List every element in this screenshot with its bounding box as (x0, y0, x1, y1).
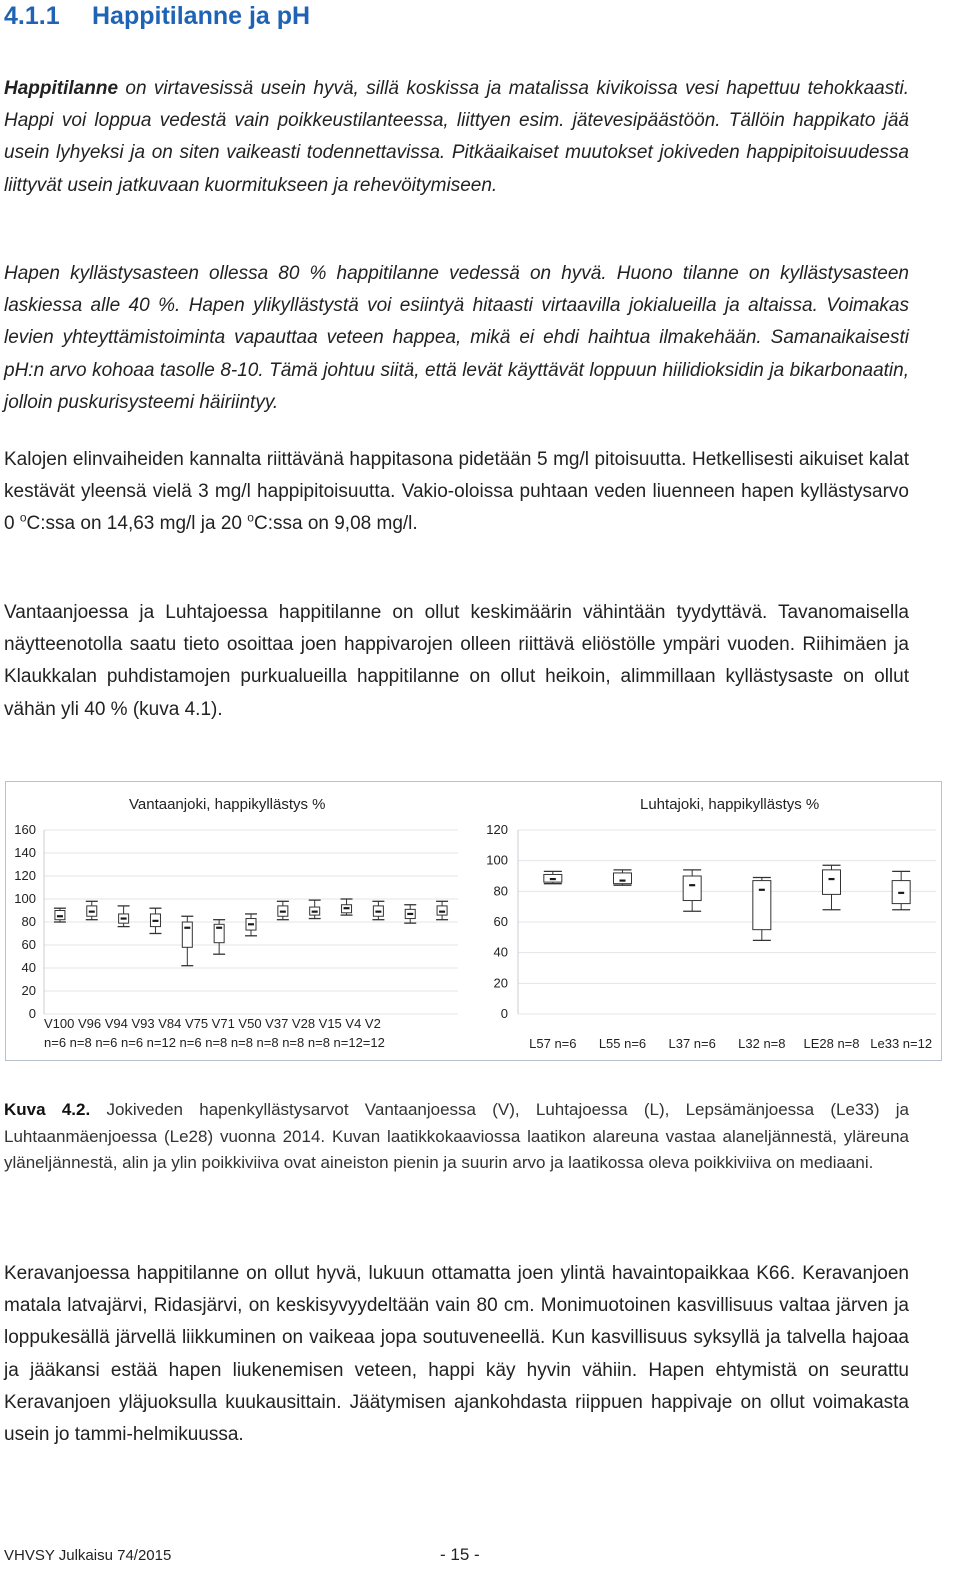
figure-caption (4, 1097, 909, 1177)
box-V37 (309, 900, 321, 918)
box-iqr (437, 906, 447, 915)
y-tick-label: 20 (493, 975, 508, 991)
y-tick-label: 120 (14, 868, 36, 883)
box-iqr (182, 922, 192, 947)
box-V100 (54, 908, 66, 922)
y-tick-label: 100 (486, 852, 508, 868)
degree-mark: o (247, 511, 254, 526)
paragraph-text: on virtavesissä usein hyvä, sillä koskissa ja matalissa kivikoissa vesi hapettuu tehokkaasti. Happi voi loppua vedestä vain poikkeustilanteessa, liittyen esim. jätevesipäästöön. Tällöin happikato jää usein lyhyeksi ja on siten vaikeasti todennettavissa. Pitkäaikaiset muutokset jokiveden happipitoisuudessa liittyvät usein jatkuvaan kuormitukseen ja rehevöitymiseen. (4, 78, 909, 196)
box-V94 (118, 906, 130, 927)
x-site-labels: V100 V96 V94 V93 V84 V75 V71 V50 V37 V28 V15 V4 V2 (44, 1016, 381, 1031)
paragraph-fish (4, 444, 909, 541)
y-tick-label: 80 (493, 883, 508, 899)
paragraph-saturation: Hapen kyllästysasteen ollessa 80 % happitilanne vedessä on hyvä. Huono tilanne on kyllästysasteen laskiessa alle 40 %. Hapen ylikyllästystä voi esiintyä hitaasti virtaavilla jokialueilla ja altaissa. Voimakas levien yhteyttämistoiminta vapauttaa veteen happea, mikä ei ehdi haihtua ilmakehään. Samanaikaisesti pH:n arvo kohoaa tasolle 8-10. Tämä johtuu siitä, että levät käyttävät loppuun hiilidioksidin ja bikarbonaatin, jolloin puskurisysteemi häiriintyy. (4, 263, 909, 413)
x-count-labels: n=6 n=8 n=6 n=6 n=12 n=6 n=8 n=8 n=8 n=8 n=8 n=12=12 (44, 1035, 385, 1050)
box-iqr (614, 873, 632, 884)
y-tick-label: 40 (21, 960, 36, 975)
box-V84 (181, 916, 193, 965)
x-label: L32 n=8 (738, 1036, 786, 1051)
caption-text: Jokiveden hapenkyllästysarvot Vantaanjoessa (V), Luhtajoessa (L), Lepsämänjoessa (Le33) ja Luhtaanmäenjoessa (Le28) vuonna 2014. Kuvan laatikkokaaviossa laatikon alareuna vastaa alaneljännestä, yläreuna yläneljännestä, alin ja ylin poikkiviiva ovat aineiston pienin ja suurin arvo ja laatikossa oleva poikkiviiva on mediaani. (4, 1100, 909, 1172)
y-tick-label: 120 (486, 822, 508, 837)
box-V2 (436, 901, 448, 919)
box-V4 (404, 905, 416, 923)
caption-label: Kuva 4.2. (4, 1100, 91, 1119)
page-number: - 15 - (440, 1545, 480, 1564)
chart-vantaanjoki (14, 796, 458, 1050)
x-label: L55 n=6 (598, 1036, 647, 1051)
boxplot-charts (6, 782, 943, 1062)
footer-publication: VHVSY Julkaisu 74/2015 (4, 1547, 172, 1564)
x-label: L57 n=6 (529, 1036, 577, 1051)
section-title: Happitilanne ja pH (92, 2, 311, 30)
y-tick-label: 40 (493, 944, 508, 960)
box-L32 (753, 878, 771, 941)
box-LE28 (823, 865, 841, 909)
chart-title: Luhtajoki, happikyllästys % (640, 796, 820, 813)
paragraph-text: C:ssa on 9,08 mg/l. (253, 513, 418, 535)
degree-mark: o (19, 511, 27, 526)
section-heading (4, 2, 310, 31)
y-tick-label: 140 (14, 845, 36, 860)
section-number: 4.1.1 (4, 2, 60, 30)
box-V28 (341, 899, 353, 915)
box-iqr (55, 911, 65, 920)
box-V15 (372, 901, 384, 919)
y-tick-label: 160 (14, 822, 36, 837)
box-iqr (753, 881, 771, 930)
box-L37 (683, 870, 701, 911)
y-tick-label: 20 (21, 983, 36, 998)
paragraph-text: C:ssa on 14,63 mg/l ja 20 (26, 513, 248, 535)
box-iqr (823, 870, 841, 895)
box-iqr (683, 876, 701, 901)
box-V96 (86, 901, 98, 919)
y-tick-label: 100 (14, 891, 36, 906)
chart-title: Vantaanjoki, happikyllästys % (129, 796, 326, 813)
box-V93 (149, 908, 161, 933)
y-tick-label: 60 (493, 914, 508, 929)
box-V71 (245, 914, 257, 936)
x-label: LE28 n=8 (803, 1036, 860, 1051)
x-label: Le33 n=12 (870, 1036, 933, 1051)
box-Le33 (892, 871, 910, 909)
paragraph-vantaa-luhta: Vantaanjoessa ja Luhtajoessa happitilanne on ollut keskimäärin vähintään tyydyttävä. Tavanomaisella näytteenotolla saatu tieto osoittaa joen happivarojen olleen riittävä eliöstölle ympäri vuoden. Riihimäen ja Klaukkalan puhdistamojen purkualueilla happitilanne on ollut heikoin, alimmillaan kyllästysaste on ollut vähän yli 40 % (kuva 4.1). (4, 602, 909, 720)
x-label: L37 n=6 (668, 1036, 716, 1051)
y-tick-label: 0 (500, 1006, 508, 1021)
lead-term: Happitilanne (4, 78, 119, 99)
y-tick-label: 60 (21, 937, 36, 952)
box-L57 (544, 871, 562, 883)
y-tick-label: 0 (28, 1006, 36, 1021)
y-tick-label: 80 (21, 914, 36, 929)
paragraph-kerava: Keravanjoessa happitilanne on ollut hyvä, lukuun ottamatta joen ylintä havaintopaikkaa K66. Keravanjoen matala latvajärvi, Ridasjärvi, on keskisyvyydeltään vain 80 cm. Monimuotoinen kasvillisuus valtaa järven ja loppukesällä järvellä liikkuminen on vaikeaa jopa soutuveneellä. Kun kasvillisuus syksyllä ja talvella hajoaa ja jääkansi estää hapen liukenemisen veteen, happi käy hyvin vähiin. Hapen ehtymistä on seurattu Keravanjoen yläjuoksulla kuukausittain. Jäätymisen ajankohdasta riippuen happivaje on ollut voimakasta usein jo tammi-helmikuussa. (4, 1263, 909, 1446)
box-L55 (614, 870, 632, 885)
box-V50 (277, 901, 289, 919)
paragraph-text: Kalojen elinvaiheiden kannalta riittävänä happitasona pidetään 5 mg/l pitoisuutta. Hetkellisesti aikuiset kalat kestävät yleensä vielä 3 mg/l happipitoisuutta. Vakio-oloissa puhtaan veden liuenneen hapen kyllästysarvo 0 (4, 449, 909, 535)
box-V75 (213, 920, 225, 955)
chart-luhtajoki (486, 796, 936, 1051)
paragraph-oxygen-intro (4, 73, 909, 202)
figure-box (5, 781, 942, 1061)
